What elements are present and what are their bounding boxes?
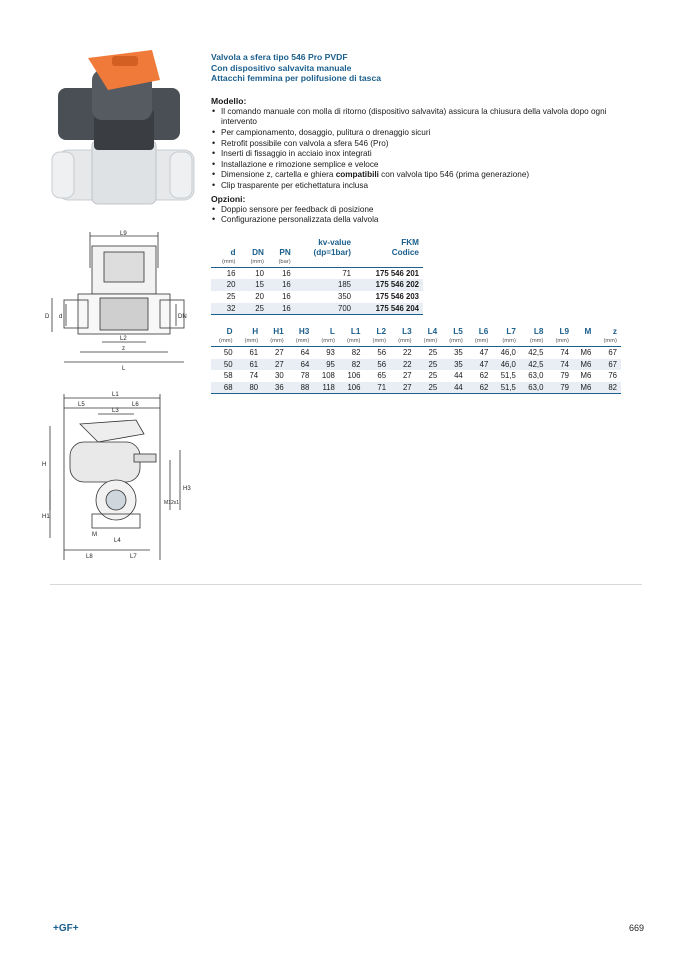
list-item: • Dimensione z, cartella e ghiera compatibili con valvola tipo 546 (prima generazione) [211, 170, 621, 181]
dim-l: L [122, 366, 126, 372]
dim-l7: L7 [130, 554, 137, 560]
col-header: H1 [273, 327, 284, 337]
dim-m12: M12x1 [164, 500, 180, 506]
title-line: Attacchi femmina per polifusione di tasca [211, 73, 382, 84]
col-header: L8 [533, 327, 544, 337]
dim-z: z [122, 346, 125, 352]
col-header: DN [252, 247, 264, 257]
page-number: 669 [628, 923, 644, 933]
col-header: L6 [478, 327, 489, 337]
col-header: d [230, 247, 236, 257]
col-header: H [252, 327, 259, 337]
col-header: L2 [376, 327, 387, 337]
list-item: • Configurazione personalizzata della valvola [211, 215, 621, 226]
model-list [211, 107, 621, 192]
model-heading: Modello: [211, 95, 247, 106]
dim-l8: L8 [86, 554, 93, 560]
col-header: FKM Codice [391, 237, 419, 257]
dim-l5: L5 [78, 402, 85, 408]
col-header: PN [279, 247, 291, 257]
col-header: M [584, 327, 592, 337]
col-header: z [612, 327, 617, 337]
table-row: 25 20 16 350 175 546 203 [226, 291, 419, 301]
col-header: L4 [427, 327, 438, 337]
dim-dn: DN [178, 314, 187, 320]
title-line: Valvola a sfera tipo 546 Pro PVDF [211, 52, 348, 62]
list-item: • Inserti di fissaggio in acciaio inox integrati [211, 149, 621, 160]
unit-cell [295, 258, 355, 268]
options-list [211, 205, 621, 226]
dim-h3: H3 [183, 486, 191, 492]
dim-l2: L2 [120, 336, 127, 342]
dim-l4: L4 [114, 538, 121, 544]
table-row: 68 80 36 88 118 106 71 27 25 44 62 51,5 63,0 79 M6 82 [211, 382, 621, 394]
col-header: L7 [506, 327, 516, 337]
list-item: • Per campionamento, dosaggio, pulitura o drenaggio sicuri [211, 128, 621, 139]
section-divider [50, 584, 642, 585]
dim-l1: L1 [112, 392, 119, 398]
list-item: • Installazione e rimozione semplice e veloce [211, 160, 621, 171]
dim-m: M [92, 532, 97, 538]
unit-cell [355, 258, 423, 268]
col-header: L3 [402, 327, 412, 337]
table-row: 20 15 16 185 175 546 202 [211, 279, 423, 291]
unit-cell: (mm) [239, 258, 267, 268]
dim-l3: L3 [112, 408, 119, 414]
table-row: 50 61 27 64 93 82 56 22 25 35 47 46,0 42,5 74 M6 67 [223, 348, 617, 358]
dim-h: H [42, 462, 47, 468]
options-heading: Opzioni: [211, 193, 246, 204]
col-header: L1 [350, 327, 361, 337]
page-title [211, 52, 621, 84]
table-row: 50 61 27 64 95 82 56 22 25 35 47 46,0 42,5 74 M6 67 [211, 359, 621, 371]
dimension-drawing-2 [40, 390, 200, 570]
dim-h1: H1 [42, 514, 50, 520]
list-item: • Il comando manuale con molla di ritorno (dispositivo salvavita) assicura la chiusura della valvola dopo ogni intervento [211, 107, 621, 128]
table-row: 32 25 16 700 175 546 204 [211, 303, 423, 315]
dimension-drawing-1 [40, 228, 200, 383]
gf-logo: +GF+ [53, 923, 79, 934]
product-photo [48, 40, 198, 210]
dim-l9: L9 [120, 231, 127, 237]
content-column [211, 52, 621, 394]
dim-small-d: d [59, 314, 63, 320]
col-header: L9 [559, 327, 569, 337]
title-line: Con dispositivo salvavita manuale [211, 62, 352, 73]
col-header: D [226, 327, 233, 337]
dim-l6: L6 [132, 402, 139, 408]
list-item: • Retrofit possibile con valvola a sfera 546 (Pro) [211, 139, 621, 150]
col-header: H3 [298, 327, 310, 337]
dim-d: D [45, 314, 50, 320]
col-header: kv-value (dp=1bar) [313, 237, 352, 257]
unit-cell: (bar) [268, 258, 295, 268]
col-header: L [329, 327, 335, 337]
list-item: • Clip trasparente per etichettatura inclusa [211, 181, 621, 192]
table-row: 58 74 30 78 108 106 65 27 25 44 62 51,5 63,0 79 M6 76 [223, 371, 617, 381]
table-row: 16 10 16 71 175 546 201 [226, 268, 419, 278]
unit-cell: (mm) [211, 258, 239, 268]
col-header: L5 [453, 327, 463, 337]
spec-table-1 [211, 238, 423, 315]
spec-table-2: D H H1 H3 L L1 L2 L3 L4 L5 L6 L7 L8 L9 M z (mm) (mm) (mm) (mm) (mm) (mm) (mm) (mm) (mm) (mm) (mm) (mm) (mm) (mm) (mm) 50 61 27 64 93 82 56 22 25 35 47 46,0 42,5 74 M6 67 50 61 27 64 95 82 56 22 25 35 47 46,0 42,5 74 M6 67 58 74 30 78 108 106 65 27 25 44 62 51,5 63,0 79 M6 76 68 80 36 88 118 106 71 27 25 44 62 51,5 63,0 79 M6 82 [211, 327, 621, 394]
list-item: • Doppio sensore per feedback di posizione [211, 205, 621, 216]
